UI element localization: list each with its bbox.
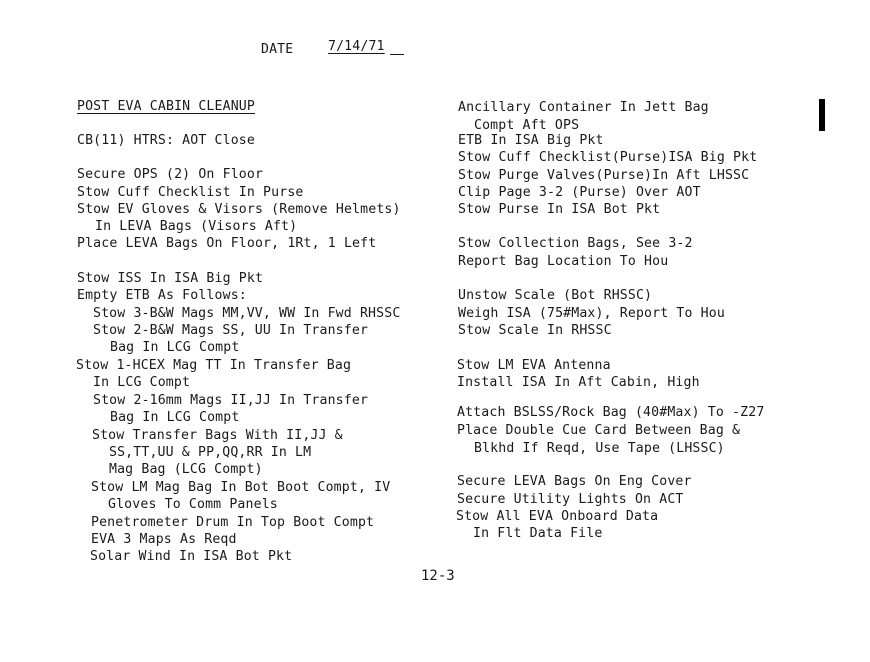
right-line: ETB In ISA Big Pkt <box>458 133 604 148</box>
left-line: CB(11) HTRS: AOT Close <box>77 133 255 148</box>
left-line: Solar Wind In ISA Bot Pkt <box>90 549 293 564</box>
left-line: In LCG Compt <box>93 375 191 390</box>
left-line: In LEVA Bags (Visors Aft) <box>95 219 298 234</box>
right-line: Report Bag Location To Hou <box>458 254 669 269</box>
right-line: Place Double Cue Card Between Bag & <box>457 423 741 438</box>
right-line: Stow All EVA Onboard Data <box>456 509 659 524</box>
right-line: Stow LM EVA Antenna <box>457 358 611 373</box>
left-line: Stow Transfer Bags With II,JJ & <box>92 428 343 443</box>
right-line: Weigh ISA (75#Max), Report To Hou <box>458 306 725 321</box>
right-line: Unstow Scale (Bot RHSSC) <box>458 288 653 303</box>
page-number: 12-3 <box>421 568 455 584</box>
left-line: Stow EV Gloves & Visors (Remove Helmets) <box>77 202 401 217</box>
right-line: Clip Page 3-2 (Purse) Over AOT <box>458 185 701 200</box>
right-line: Install ISA In Aft Cabin, High <box>457 375 700 390</box>
left-line: Place LEVA Bags On Floor, 1Rt, 1 Left <box>77 236 377 251</box>
section-tab-mark <box>819 99 825 131</box>
right-line: Stow Scale In RHSSC <box>458 323 612 338</box>
left-line: Mag Bag (LCG Compt) <box>109 462 263 477</box>
left-line: Stow 1-HCEX Mag TT In Transfer Bag <box>76 358 352 373</box>
date-value: 7/14/71 <box>328 39 385 54</box>
left-line: Gloves To Comm Panels <box>108 497 278 512</box>
left-line: Stow Cuff Checklist In Purse <box>77 185 304 200</box>
left-line: EVA 3 Maps As Reqd <box>91 532 237 547</box>
right-line: Ancillary Container In Jett Bag <box>458 100 709 115</box>
right-line: Stow Collection Bags, See 3-2 <box>458 236 693 251</box>
left-line: Stow 2-B&W Mags SS, UU In Transfer <box>93 323 369 338</box>
right-line: Stow Cuff Checklist(Purse)ISA Big Pkt <box>458 150 758 165</box>
right-line: Attach BSLSS/Rock Bag (40#Max) To -Z27 <box>457 405 765 420</box>
left-line: Empty ETB As Follows: <box>77 288 247 303</box>
right-line: Stow Purse In ISA Bot Pkt <box>458 202 661 217</box>
left-line: Stow ISS In ISA Big Pkt <box>77 271 264 286</box>
left-line: Stow 3-B&W Mags MM,VV, WW In Fwd RHSSC <box>93 306 401 321</box>
right-line: Blkhd If Reqd, Use Tape (LHSSC) <box>474 441 725 456</box>
right-line: Compt Aft OPS <box>474 118 580 133</box>
right-line: Stow Purge Valves(Purse)In Aft LHSSC <box>458 168 750 183</box>
left-line: Penetrometer Drum In Top Boot Compt <box>91 515 375 530</box>
left-line: SS,TT,UU & PP,QQ,RR In LM <box>109 445 312 460</box>
left-line: Bag In LCG Compt <box>110 340 240 355</box>
date-label: DATE <box>261 42 294 57</box>
date-underline-rule <box>390 54 404 55</box>
section-title: POST EVA CABIN CLEANUP <box>77 99 255 114</box>
right-line: Secure Utility Lights On ACT <box>457 492 684 507</box>
left-line: Stow LM Mag Bag In Bot Boot Compt, IV <box>91 480 391 495</box>
left-line: Stow 2-16mm Mags II,JJ In Transfer <box>93 393 369 408</box>
right-line: In Flt Data File <box>473 526 603 541</box>
left-line: Bag In LCG Compt <box>110 410 240 425</box>
right-line: Secure LEVA Bags On Eng Cover <box>457 474 692 489</box>
left-line: Secure OPS (2) On Floor <box>77 167 264 182</box>
